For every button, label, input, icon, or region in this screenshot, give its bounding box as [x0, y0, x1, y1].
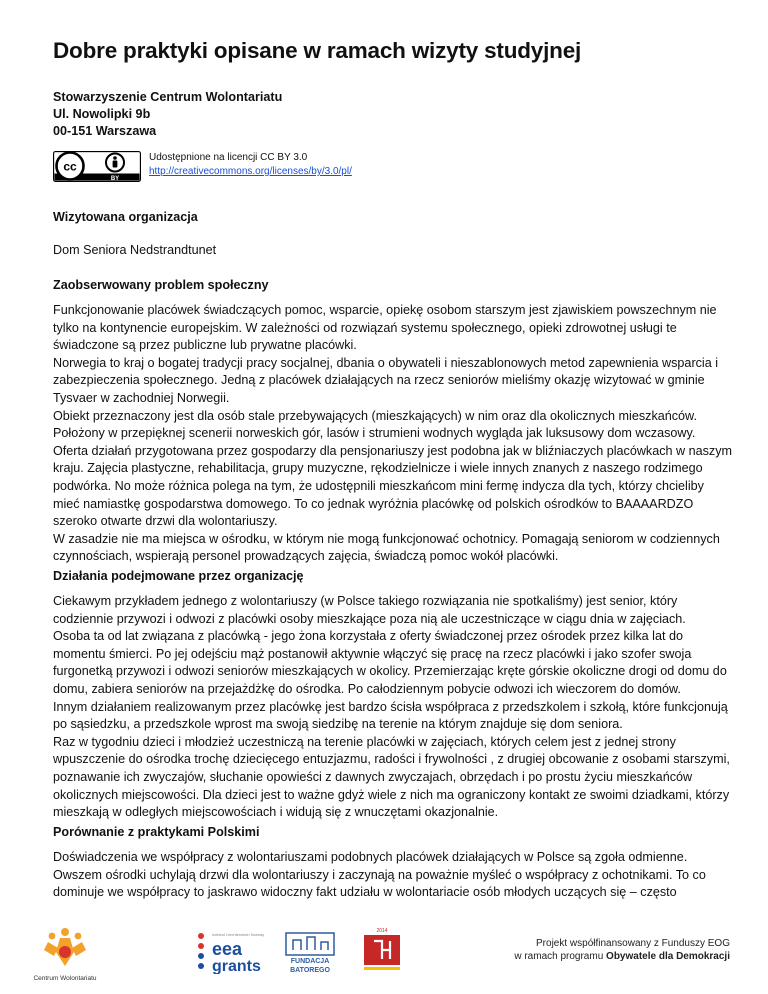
third-partner-logo	[360, 926, 404, 974]
license-block	[53, 151, 352, 182]
fundacja-batorego-logo	[285, 932, 335, 974]
svg-text:Iceland Liechtenstein Norway: Iceland Liechtenstein Norway	[212, 932, 265, 937]
heading-comparison: Porównanie z praktykami Polskimi	[53, 825, 260, 839]
paragraph-social-problem: Funkcjonowanie placówek świadczących pomoc, wsparcie, opiekę osobom starszym jest zjawiskiem powszechnym nie tylko na kontynencie europejskim. W zależności od rozwiązań systemu społecznego, opieki zdrowotnej usługi te świadczone są przez publiczne lub prywatne placówki. Norwegia to kraj o bogatej tradycji pracy socjalnej, dbania o obywateli i nieszablonowych metod zapewnienia wsparcia i zabezpieczenia społecznego. Jedną z placówek działających na rzecz seniorów mieliśmy okazję wizytować w gminie Tysvaer w zachodniej Norwegii. Obiekt przeznaczony jest dla osób stale przebywających (mieszkających) w nim oraz dla okolicznych mieszkańców. Położony w przepięknej scenerii norweskich gór, lasów i strumieni wodnych wygląda jak luksusowy dom wczasowy. Oferta działań przygotowana przez gospodarzy dla pensjonariuszy jest podobna jak w bliźniaczych placówkach w naszym kraju. Zajęcia plastyczne, rehabilitacja, grupy muzyczne, rękodzielnicze i wiele innych znanych z naszego rodzimego podwórka. No może różnica polega na tym, że udostępnili mieszkańcom mini fermę indycza dla tych, którzy chcieliby mieć namiastkę gospodarstwa domowego. To co jednak wyróżnia placówkę od polskich ośrodków to BAAAARDZO szeroko otwarte drzwi dla wolontariuszy. W zasadzie nie ma miejsca w ośrodku, w którym nie mogą funkcjonować ochotnicy. Pomagają seniorom w codziennych czynnościach, wspierają personel prowadzących zajęcia, świadczą pomoc wokół placówki.	[53, 303, 733, 564]
page-title: Dobre praktyki opisane w ramach wizyty studyjnej	[53, 38, 582, 63]
license-link[interactable]: http://creativecommons.org/licenses/by/3.0/pl/	[149, 166, 352, 177]
svg-text:eea: eea	[212, 939, 243, 959]
heading-actions: Działania podejmowane przez organizację	[53, 569, 304, 583]
centrum-wolontariatu-logo	[30, 922, 100, 984]
heading-visited-organization: Wizytowana organizacja	[53, 210, 198, 224]
eea-grants-logo	[190, 928, 270, 974]
footer-note-line1: Projekt współfinansowany z Funduszy EOG	[536, 938, 730, 949]
cc-by-license-icon	[53, 151, 141, 182]
organization-city: 00-151 Warszawa	[53, 124, 157, 138]
organization-name: Stowarzyszenie Centrum Wolontariatu	[53, 90, 283, 104]
footer-note-line2: w ramach programu Obywatele dla Demokracji	[514, 951, 730, 962]
svg-text:Centrum Wolontariatu: Centrum Wolontariatu	[33, 975, 97, 982]
svg-text:BY: BY	[110, 176, 120, 182]
organization-street: Ul. Nowolipki 9b	[53, 107, 151, 121]
svg-text:cc: cc	[63, 159, 77, 174]
svg-text:2014: 2014	[376, 928, 388, 934]
visited-organization-value: Dom Seniora Nedstrandtunet	[53, 243, 217, 257]
license-text: Udostępnione na licencji CC BY 3.0	[149, 152, 308, 163]
footer-note	[514, 937, 730, 963]
paragraph-actions: Ciekawym przykładem jednego z wolontariuszy (w Polsce takiego rozwiązania nie spotkaliśmy) jest senior, który codziennie przywozi i odwozi z placówki osoby mieszkające poza nią ale uczestniczące w ciągu dnia w zajęciach. Osoba ta od lat związana z placówką - jego żona korzystała z oferty świadczonej przez ośrodek przez kilka lat do momentu śmierci. Po jej odejściu mąż postanowił aktywnie włączyć się pracę na rzecz placówki i jako szofer swoja furgonetką przywozi i odwozi seniorów mieszkających w okolicy. Przemierzając kręte górskie okoliczne drogi od domu do domu, zabiera seniorów na przejażdżkę do ośrodka. Po całodziennym pobycie odwozi ich wieczorem do domów. Innym działaniem realizowanym przez placówkę jest bardzo ścisła współpraca z przedszkolem i szkołą, które funkcjonują po sąsiedzku, a przedszkole wprost ma swoją siedzibę na terenie na którym znajduje się dom seniora. Raz w tygodniu dzieci i młodzież uczestniczą na terenie placówki w zajęciach, których celem jest z jednej strony wpuszczenie do ośrodka trochę dziecięcego entuzjazmu, radości i frywolności , z drugiej obcowanie z osobami starszymi, poznawanie ich zwyczajów, słuchanie opowieści z dawnych zwyczajach, obrzędach i po prostu życiu mieszkańców okolicznych miejscowości. Dla dzieci jest to ważne gdyż wiele z nich ma ograniczony kontakt ze swoimi dziadkami, którzy mieszkają w odległych miejscowościach i widują się z wnuczętami okazjonalnie.	[53, 594, 730, 820]
organization-address	[53, 89, 282, 140]
svg-text:grants: grants	[212, 958, 261, 974]
paragraph-comparison: Doświadczenia we współpracy z wolontariuszami podobnych placówek działających w Polsce są zgoła odmienne. Owszem ośrodki uchylają drzwi dla wolontariuszy i zaczynają na poważnie myśleć o współpracy z ochotnikami. To co dominuje we współpracy to jaskrawo widoczny fakt udziału w wolontariacie osób młodych uczących się – często	[53, 850, 706, 900]
svg-text:BATOREGO: BATOREGO	[290, 967, 330, 974]
heading-social-problem: Zaobserwowany problem społeczny	[53, 278, 269, 292]
svg-text:FUNDACJA: FUNDACJA	[290, 958, 330, 965]
